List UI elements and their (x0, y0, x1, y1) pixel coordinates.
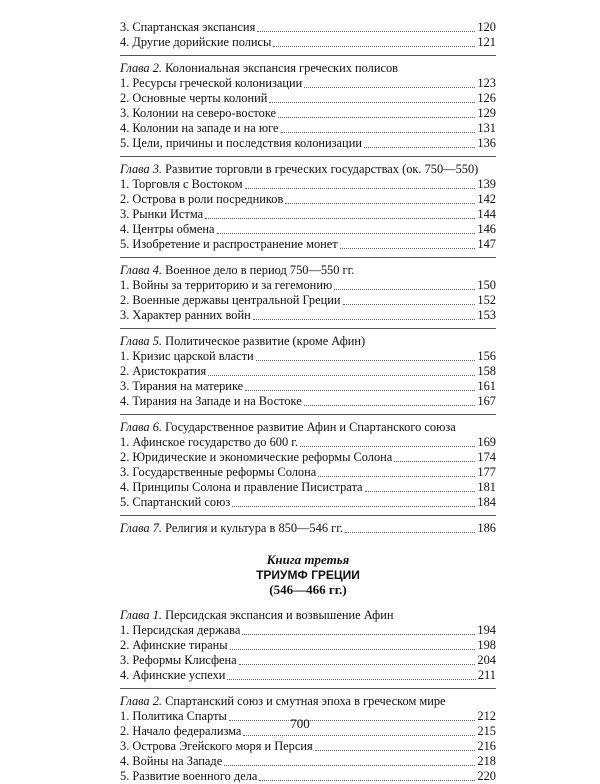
dot-leader (245, 188, 476, 189)
toc-entry-page: 177 (477, 465, 496, 479)
dot-leader (281, 132, 476, 133)
toc-entry (120, 364, 496, 379)
toc-entry-page: 194 (477, 623, 496, 637)
toc-entry-title: 5. Цели, причины и последствия колонизации (120, 136, 362, 150)
toc-entry (120, 623, 496, 638)
dot-leader (227, 679, 475, 680)
dot-leader (318, 476, 475, 477)
toc-entry-title: 2. Начало федерализма (120, 724, 242, 738)
dot-leader (273, 46, 475, 47)
dot-leader (315, 750, 476, 751)
toc-entry-page: 131 (477, 121, 496, 135)
toc-entry-page: 211 (477, 668, 496, 682)
chapter-heading (120, 334, 496, 349)
toc-entry-page: 158 (477, 364, 496, 378)
toc-entry (120, 435, 496, 450)
book-title: ТРИУМФ ГРЕЦИИ (256, 568, 360, 582)
chapter-group (120, 55, 496, 151)
toc-entry (120, 349, 496, 364)
dot-leader (243, 735, 475, 736)
dot-leader (278, 117, 475, 118)
dot-leader (245, 390, 475, 391)
toc-entry-page: 218 (477, 754, 496, 768)
dot-leader (239, 664, 476, 665)
toc-entry (120, 106, 496, 121)
chapter-group (120, 156, 496, 252)
toc-entry-title: 1. Войны за территорию и за гегемонию (120, 278, 333, 292)
dot-leader (269, 102, 475, 103)
toc-entry-title: 1. Ресурсы греческой колонизации (120, 76, 303, 90)
toc-entry-title: 4. Центры обмена (120, 222, 215, 236)
toc-part-book-two (120, 20, 496, 536)
toc-entry-title: 2. Юридические и экономические реформы Солона (120, 450, 393, 464)
toc-entry-title: 2. Афинские тираны (120, 638, 228, 652)
toc-entry-title: 3. Реформы Клисфена (120, 653, 237, 667)
toc-entry (120, 20, 496, 35)
chapter-heading (120, 162, 496, 177)
toc-entry-title: 3. Характер ранних войн (120, 308, 251, 322)
toc-entry-page: 150 (477, 278, 496, 292)
toc-entry (120, 521, 496, 536)
dot-leader (340, 248, 476, 249)
toc-entry (120, 293, 496, 308)
toc-entry-title: 1. Афинское государство до 600 г. (120, 435, 299, 449)
toc-entry-title: 1. Кризис царской власти (120, 349, 254, 363)
toc-entry-page: 136 (477, 136, 496, 150)
toc-entry-title: 1. Политика Спарты (120, 709, 227, 723)
toc-entry-page: 126 (477, 91, 496, 105)
toc-entry (120, 653, 496, 668)
chapter-group (120, 20, 496, 50)
toc-entry-page: 167 (477, 394, 496, 408)
toc-entry-title: 2. Военные державы центральной Греции (120, 293, 341, 307)
toc-entry (120, 222, 496, 237)
toc-entry-title: 3. Рынки Истма (120, 207, 204, 221)
chapter-title: Спартанский союз и смутная эпоха в греческом мире (162, 694, 446, 708)
toc-entry-page: 216 (477, 739, 496, 753)
toc-entry (120, 76, 496, 91)
toc-entry-title: 4. Колонии на западе и на юге (120, 121, 279, 135)
toc-entry-page: 181 (477, 480, 496, 494)
dot-leader (304, 405, 476, 406)
toc-entry-page: 184 (477, 495, 496, 509)
toc-entry (120, 278, 496, 293)
toc-entry (120, 192, 496, 207)
toc-entry-page: 204 (477, 653, 496, 667)
dot-leader (242, 634, 475, 635)
toc-entry (120, 207, 496, 222)
chapter-label: Глава 7. (120, 521, 163, 535)
chapter-heading (120, 694, 496, 709)
toc-entry (120, 308, 496, 323)
toc-entry-title: 3. Тирания на материке (120, 379, 244, 393)
chapter-group (120, 688, 496, 784)
book-title-block (120, 552, 496, 598)
toc-entry-page: 169 (477, 435, 496, 449)
toc-entry (120, 638, 496, 653)
chapter-label: Глава 2. (120, 61, 163, 75)
chapter-group (120, 328, 496, 409)
toc-entry (120, 450, 496, 465)
toc-entry-title: 5. Изобретение и распространение монет (120, 237, 338, 251)
toc-entry-title: 1. Торговля с Востоком (120, 177, 243, 191)
toc-entry (120, 177, 496, 192)
toc-entry-title: 3. Государственные реформы Солона (120, 465, 317, 479)
chapter-group (120, 257, 496, 323)
chapter-title: Военное дело в период 750—550 гг. (162, 263, 355, 277)
toc-entry-title: 4. Другие дорийские полисы (120, 35, 272, 49)
toc-entry-title: 4. Войны на Западе (120, 754, 223, 768)
toc-entry-page: 198 (477, 638, 496, 652)
toc-entry (120, 35, 496, 50)
dot-leader (394, 461, 475, 462)
toc-entry (120, 769, 496, 784)
toc-entry-page: 129 (477, 106, 496, 120)
toc-entry-page: 186 (477, 521, 496, 535)
dot-leader (259, 780, 475, 781)
table-of-contents (120, 20, 496, 784)
dot-leader (230, 649, 476, 650)
chapter-title: Политическое развитие (кроме Афин) (162, 334, 366, 348)
toc-entry-page: 144 (477, 207, 496, 221)
toc-entry-page: 123 (477, 76, 496, 90)
chapter-label: Глава 5. (120, 334, 163, 348)
toc-entry-title: 3. Колонии на северо-востоке (120, 106, 277, 120)
toc-entry-title: 3. Спартанская экспансия (120, 20, 256, 34)
dot-leader (205, 218, 475, 219)
dot-leader (300, 446, 475, 447)
toc-entry (120, 121, 496, 136)
dot-leader (285, 203, 475, 204)
page-number: 700 (290, 716, 310, 731)
chapter-title: Персидская экспансия и возвышение Афин (162, 608, 394, 622)
chapter-heading (120, 420, 496, 435)
toc-entry (120, 495, 496, 510)
dot-leader (364, 147, 475, 148)
toc-entry-title: 5. Спартанский союз (120, 495, 231, 509)
toc-entry-page: 121 (477, 35, 496, 49)
chapter-title: Религия и культура в 850—546 гг. (162, 521, 343, 535)
dot-leader (256, 360, 476, 361)
toc-entry-page: 215 (477, 724, 496, 738)
chapter-group (120, 515, 496, 536)
toc-entry-title: 4. Принципы Солона и правление Писистрата (120, 480, 363, 494)
chapter-title: Государственное развитие Афин и Спартанского союза (162, 420, 456, 434)
dot-leader (334, 289, 475, 290)
toc-entry (120, 136, 496, 151)
toc-entry (120, 754, 496, 769)
toc-entry-title: 2. Основные черты колоний (120, 91, 268, 105)
dot-leader (217, 233, 476, 234)
toc-entry-page: 152 (477, 293, 496, 307)
chapter-label: Глава 1. (120, 608, 163, 622)
chapter-title: Развитие торговли в греческих государствах (ок. 750—550) (162, 162, 479, 176)
dot-leader (232, 506, 475, 507)
toc-entry-page: 120 (477, 20, 496, 34)
dot-leader (253, 319, 476, 320)
toc-entry-page: 220 (477, 769, 496, 783)
toc-entry-page: 156 (477, 349, 496, 363)
book-dates: (546—466 гг.) (269, 582, 347, 597)
chapter-group (120, 608, 496, 683)
toc-entry (120, 668, 496, 683)
chapter-group (120, 414, 496, 510)
toc-entry (120, 91, 496, 106)
chapter-label: Глава 3. (120, 162, 163, 176)
toc-entry-page: 161 (477, 379, 496, 393)
toc-entry (120, 379, 496, 394)
toc-entry-page: 142 (477, 192, 496, 206)
toc-entry (120, 739, 496, 754)
toc-entry-title (120, 521, 343, 536)
chapter-title: Колониальная экспансия греческих полисов (162, 61, 399, 75)
toc-entry-title: 4. Тирания на Западе и на Востоке (120, 394, 302, 408)
toc-entry-title: 4. Афинские успехи (120, 668, 226, 682)
chapter-heading (120, 263, 496, 278)
chapter-heading (120, 608, 496, 623)
toc-entry (120, 394, 496, 409)
dot-leader (365, 491, 476, 492)
toc-entry (120, 480, 496, 495)
dot-leader (257, 31, 475, 32)
toc-entry-page: 147 (477, 237, 496, 251)
toc-entry (120, 465, 496, 480)
chapter-label: Глава 6. (120, 420, 163, 434)
toc-entry-title: 3. Острова Эгейского моря и Персия (120, 739, 313, 753)
toc-entry-page: 146 (477, 222, 496, 236)
dot-leader (304, 87, 475, 88)
dot-leader (345, 532, 475, 533)
dot-leader (208, 375, 475, 376)
dot-leader (343, 304, 476, 305)
toc-entry (120, 237, 496, 252)
toc-entry-page: 174 (477, 450, 496, 464)
toc-entry-page: 153 (477, 308, 496, 322)
chapter-heading (120, 61, 496, 76)
toc-entry-page: 139 (477, 177, 496, 191)
toc-part-book-three (120, 608, 496, 784)
toc-entry-title: 5. Развитие военного дела (120, 769, 258, 783)
book-number: Книга третья (266, 552, 350, 567)
dot-leader (224, 765, 475, 766)
toc-entry-title: 2. Аристократия (120, 364, 207, 378)
toc-entry-title: 1. Персидская держава (120, 623, 241, 637)
toc-entry-title: 2. Острова в роли посредников (120, 192, 284, 206)
toc-entry-page: 212 (477, 709, 496, 723)
chapter-label: Глава 2. (120, 694, 163, 708)
chapter-label: Глава 4. (120, 263, 163, 277)
